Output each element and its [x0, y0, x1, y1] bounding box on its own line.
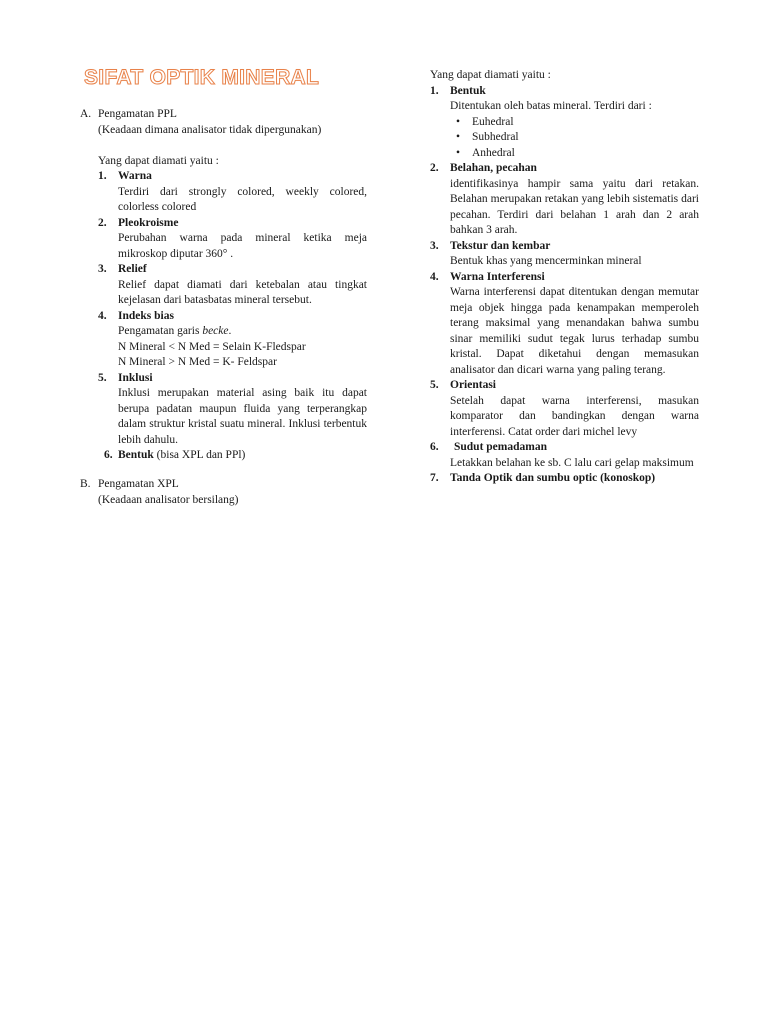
item-number: 4.	[430, 270, 439, 283]
xpl-observations	[430, 68, 699, 487]
bullet-item	[450, 130, 699, 146]
item-number: 6.	[430, 441, 439, 453]
item-title: Inklusi	[118, 371, 153, 384]
item-body: Letakkan belahan ke sb. C lalu cari gelap maksimum	[450, 456, 694, 469]
item-body-italic: becke	[202, 325, 229, 337]
bullet-list	[450, 115, 699, 162]
bullet-text: Subhedral	[472, 131, 519, 143]
item-title: Bentuk	[450, 84, 486, 97]
item-title: Tanda Optik dan sumbu optic (konoskop)	[450, 472, 656, 484]
bullet-text: Euhedral	[472, 115, 514, 128]
item-line: N Mineral > N Med = K- Feldspar	[118, 356, 277, 368]
bullet-text: Anhedral	[472, 146, 515, 159]
item-body: Terdiri dari strongly colored, weekly colored, colorless colored	[118, 185, 367, 213]
item-number: 3.	[430, 239, 439, 252]
list-item	[430, 440, 699, 471]
item-line: N Mineral < N Med = Selain K-Fledspar	[118, 340, 306, 353]
bullet-icon: •	[456, 115, 461, 128]
item-body: Setelah dapat warna interferensi, masukan komparator dan bandingkan dengan warna interferensi. Catat order dari michel levy	[450, 394, 699, 438]
item-body-text: Pengamatan garis	[118, 325, 203, 337]
item-suffix: (bisa XPL dan PPl)	[153, 449, 246, 461]
section-a-intro: Yang dapat diamati yaitu :	[98, 154, 219, 167]
item-body: Relief dapat diamati dari ketebalan atau tingkat kejelasan dari batasbatas mineral tersebut.	[118, 278, 367, 306]
list-item	[98, 169, 367, 216]
item-title: Bentuk	[118, 449, 154, 461]
list-item	[430, 84, 699, 162]
list-item	[430, 161, 699, 239]
document-title: SIFAT OPTIK MINERAL	[84, 66, 320, 89]
bullet-item	[450, 146, 699, 162]
item-body-text: .	[228, 325, 232, 337]
section-a-heading: Pengamatan PPL	[98, 108, 177, 120]
bullet-item	[450, 115, 699, 131]
item-title: Orientasi	[450, 379, 496, 391]
bullet-icon: •	[456, 146, 461, 159]
bullet-icon: •	[456, 131, 461, 143]
list-item	[98, 216, 367, 263]
item-body	[118, 324, 367, 340]
item-body: identifikasinya hampir sama yaitu dari retakan. Belahan merupakan retakan yang lebih sistematis dari pecahan. Terdiri dari belahan 1 arah dan 2 arah bahkan 3 arah.	[450, 177, 699, 236]
item-number: 5.	[430, 379, 439, 391]
list-item	[430, 270, 699, 379]
item-title: Pleokroisme	[118, 216, 179, 229]
item-number: 6.	[104, 449, 113, 461]
item-body: Bentuk khas yang mencerminkan mineral	[450, 255, 642, 267]
item-title: Sudut pemadaman	[454, 441, 547, 453]
item-title: Tekstur dan kembar	[450, 239, 551, 252]
section-a-list	[80, 169, 367, 464]
item-number: 3.	[98, 263, 107, 275]
list-item	[430, 239, 699, 270]
item-title: Belahan, pecahan	[450, 162, 537, 174]
section-b-heading: Pengamatan XPL	[98, 478, 179, 490]
item-number: 2.	[430, 162, 439, 174]
section-b-letter: B.	[80, 478, 91, 490]
item-body: Ditentukan oleh batas mineral. Terdiri dari :	[450, 100, 652, 112]
list-item	[98, 262, 367, 309]
item-number: 1.	[430, 84, 439, 97]
section-a-note: (Keadaan dimana analisator tidak dipergunakan)	[98, 123, 322, 136]
list-item	[430, 378, 699, 440]
list-item	[98, 309, 367, 371]
item-number: 1.	[98, 170, 107, 182]
section-b-note: (Keadaan analisator bersilang)	[98, 493, 239, 506]
list-item	[98, 448, 367, 464]
list-item	[98, 371, 367, 449]
item-body: Warna interferensi dapat ditentukan dengan memutar meja objek hingga pada kenampakan memperoleh terang maksimal yang menandakan bahwa sumbu sinar memiliki sudut tegak lurus terhadap sumbu kristal. Dapat diketahui dengan memasukan analisator dan dicari warna yang paling terang.	[450, 286, 699, 376]
item-title: Warna Interferensi	[450, 270, 545, 283]
section-a-letter: A.	[80, 108, 92, 120]
item-number: 7.	[430, 472, 439, 484]
item-title: Warna	[118, 170, 152, 182]
item-title: Relief	[118, 263, 147, 275]
item-number: 5.	[98, 371, 107, 384]
item-number: 4.	[98, 309, 107, 322]
item-title: Indeks bias	[118, 309, 174, 322]
item-body: Perubahan warna pada mineral ketika meja mikroskop diputar 360° .	[118, 232, 367, 260]
item-number: 2.	[98, 216, 107, 229]
list-item	[430, 471, 699, 487]
right-intro: Yang dapat diamati yaitu :	[430, 69, 551, 81]
section-b	[80, 477, 367, 508]
section-a	[80, 107, 367, 464]
item-body: Inklusi merupakan material asing baik itu dapat berupa padatan maupun fluida yang terperangkap dalam struktur kristal suatu mineral. Inklusi terbentuk lebih dahulu.	[118, 387, 367, 446]
